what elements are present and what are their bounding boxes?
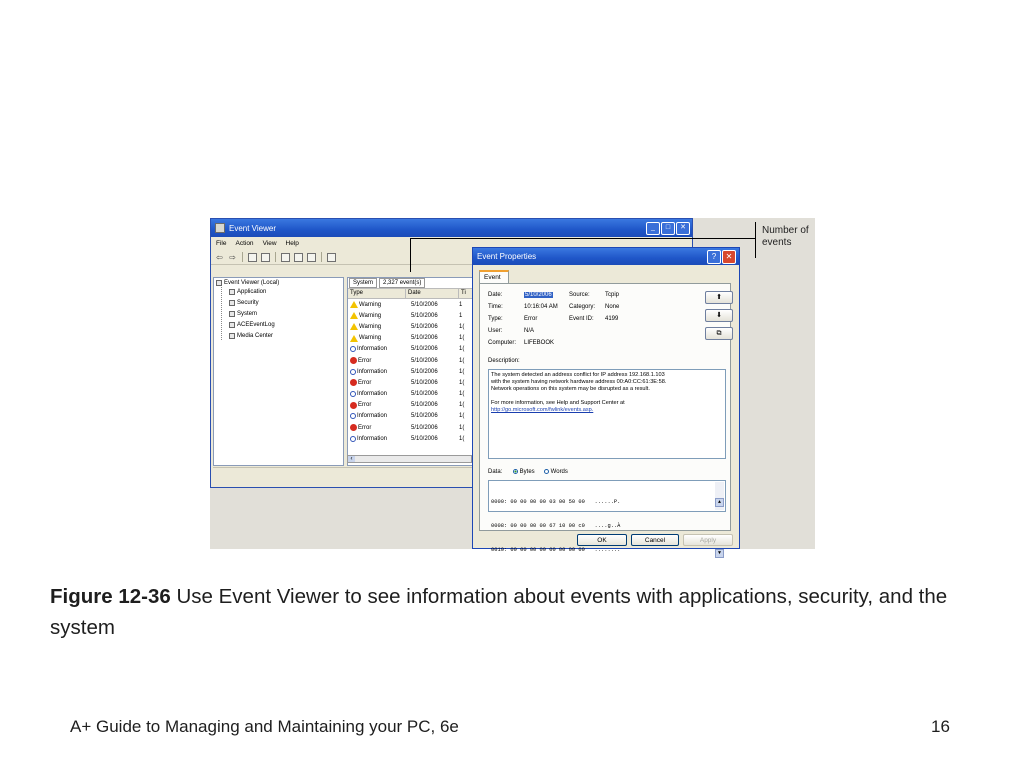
properties-icon[interactable] [281, 253, 290, 262]
ok-button[interactable]: OK [577, 534, 627, 546]
row-type [348, 301, 405, 308]
row-date: 5/10/2006 [411, 424, 438, 431]
copy-icon: ⧉ [716, 330, 722, 337]
row-time: 1( [459, 323, 465, 330]
horizontal-scrollbar[interactable] [347, 455, 472, 463]
toolbar-separator [242, 252, 243, 262]
row-date: 5/10/2006 [411, 379, 438, 386]
warning-icon [350, 323, 358, 330]
warning-icon [350, 335, 358, 342]
bytes-option[interactable] [513, 469, 535, 475]
callout-line-horizontal [410, 238, 755, 239]
row-date: 5/10/2006 [411, 391, 438, 398]
column-date[interactable]: Date [406, 289, 459, 298]
row-time: 1( [459, 435, 465, 442]
row-date: 5/10/2006 [411, 335, 438, 342]
type-value: Error [524, 316, 538, 322]
bytes-label: Bytes [519, 469, 535, 476]
words-option[interactable] [544, 469, 568, 475]
row-type-label: Information [357, 391, 388, 398]
computer-label: Computer: [488, 340, 517, 346]
time-label: Time: [488, 304, 503, 310]
user-value: N/A [524, 328, 535, 334]
caption-text: Use Event Viewer to see information about events with applications, security, and the system [50, 585, 948, 639]
row-date: 5/10/2006 [411, 346, 438, 353]
row-type [348, 424, 405, 431]
figure-caption [50, 581, 990, 643]
computer-value: LIFEBOOK [524, 340, 555, 346]
data-line: 0010: 00 00 00 00 00 00 00 00 ........ [491, 547, 621, 553]
help-icon[interactable] [327, 253, 336, 262]
user-label: User: [488, 328, 503, 334]
tree-root-label: Event Viewer (Local) [224, 280, 280, 286]
data-line: 0000: 00 00 00 00 03 00 50 00 ......P. [491, 499, 621, 505]
row-type [348, 402, 405, 409]
row-date: 5/10/2006 [411, 413, 438, 420]
toolbar-separator [275, 252, 276, 262]
row-type-label: Warning [359, 312, 382, 319]
log-tree [213, 277, 344, 466]
export-list-icon[interactable] [307, 253, 316, 262]
menu-help[interactable]: Help [285, 240, 299, 247]
toolbar-separator [321, 252, 322, 262]
row-type [348, 413, 405, 419]
page-number: 16 [931, 717, 950, 736]
scroll-left-icon[interactable]: ‹ [348, 456, 355, 462]
computer-icon [216, 280, 222, 286]
information-icon [350, 413, 356, 419]
callout-label [762, 225, 809, 249]
menu-view[interactable]: View [262, 240, 277, 247]
row-time: 1( [459, 402, 465, 409]
event-id-value: 4199 [605, 316, 619, 322]
row-date: 5/10/2006 [411, 435, 438, 442]
row-type [348, 436, 405, 442]
forward-arrow-icon[interactable]: ⇨ [229, 252, 236, 262]
minimize-button[interactable]: _ [646, 222, 660, 235]
row-time: 1 [459, 312, 463, 319]
tree-item-security[interactable] [229, 300, 259, 306]
dialog-controls [707, 250, 736, 264]
description-spacer [491, 393, 723, 400]
menu-file[interactable]: File [216, 240, 227, 247]
copy-button[interactable] [705, 327, 733, 340]
refresh-icon[interactable] [294, 253, 303, 262]
callout-bracket [755, 222, 756, 258]
tree-connector [221, 287, 223, 340]
window-controls [646, 222, 690, 235]
row-date: 5/10/2006 [411, 301, 438, 308]
information-icon [350, 391, 356, 397]
row-date: 5/10/2006 [411, 323, 438, 330]
date-label: Date: [488, 292, 503, 298]
dialog-help-button[interactable]: ? [707, 250, 721, 264]
row-date: 5/10/2006 [411, 402, 438, 409]
figure-number: Figure 12-36 [50, 585, 171, 608]
row-type-label: Warning [359, 301, 382, 308]
error-icon [350, 402, 357, 409]
row-time: 1( [459, 368, 465, 375]
row-type-label: Information [357, 413, 388, 420]
source-value: Tcpip [605, 292, 620, 298]
tree-item-application[interactable] [229, 289, 266, 295]
event-count: 2,327 event(s) [379, 278, 425, 288]
tree-item-label: ACEEventLog [237, 322, 275, 328]
row-time: 1( [459, 335, 465, 342]
row-type [348, 323, 405, 330]
row-type [348, 335, 405, 342]
down-arrow-icon: ⬇ [716, 312, 722, 319]
row-date: 5/10/2006 [411, 312, 438, 319]
bytes-radio[interactable] [513, 469, 518, 474]
event-id-label: Event ID: [569, 316, 594, 322]
scroll-track[interactable] [715, 523, 724, 533]
event-properties-dialog [472, 247, 740, 556]
log-icon [229, 289, 235, 295]
maximize-button[interactable]: □ [661, 222, 675, 235]
row-time: 1 [459, 301, 463, 308]
row-time: 1( [459, 357, 465, 364]
category-value: None [605, 304, 620, 310]
source-label: Source: [569, 292, 590, 298]
tree-item-system[interactable] [229, 311, 257, 317]
row-type-label: Error [358, 424, 372, 431]
warning-icon [350, 301, 358, 308]
help-link[interactable]: http://go.microsoft.com/fwlink/events.asp. [491, 407, 594, 413]
words-label: Words [550, 469, 568, 476]
scroll-up-icon[interactable]: ▲ [715, 498, 724, 507]
row-type-label: Information [357, 346, 388, 353]
back-arrow-icon[interactable]: ⇦ [216, 252, 223, 262]
data-label: Data: [488, 469, 503, 475]
error-icon [350, 357, 357, 364]
event-viewer-app-icon [215, 223, 225, 233]
footer-book-title: A+ Guide to Managing and Maintaining your PC, 6e [70, 717, 459, 736]
warning-icon [350, 312, 358, 319]
callout-line-1: Number of [762, 225, 809, 236]
tree-item-label: Application [237, 289, 267, 295]
apply-button[interactable]: Apply [683, 534, 733, 546]
next-event-button[interactable] [705, 309, 733, 322]
information-icon [350, 369, 356, 375]
tree-item-aceeventlog[interactable] [229, 322, 275, 328]
log-icon [229, 333, 235, 339]
row-type [348, 312, 405, 319]
row-time: 1( [459, 346, 465, 353]
previous-event-button[interactable] [705, 291, 733, 304]
callout-line-2: events [762, 237, 792, 248]
row-type-label: Error [358, 357, 372, 364]
close-button[interactable]: ✕ [676, 222, 690, 235]
log-icon [229, 300, 235, 306]
date-value: 5/10/2006 [525, 292, 552, 298]
row-type-label: Warning [359, 335, 382, 342]
event-viewer-titlebar [211, 219, 692, 237]
up-folder-icon[interactable] [248, 253, 257, 262]
row-time: 1( [459, 391, 465, 398]
row-type [348, 357, 405, 364]
tree-item-label: Security [237, 300, 259, 306]
scroll-down-icon[interactable]: ▼ [715, 549, 724, 558]
description-box[interactable] [488, 369, 726, 459]
event-viewer-title: Event Viewer [229, 223, 276, 233]
data-line: 0008: 00 00 00 00 67 10 00 c0 ....g..À [491, 523, 621, 529]
row-time: 1( [459, 413, 465, 420]
tree-item-label: System [237, 311, 258, 317]
description-line: Network operations on this system may be disrupted as a result. [491, 386, 650, 392]
row-date: 5/10/2006 [411, 357, 438, 364]
type-label: Type: [488, 316, 503, 322]
row-type [348, 346, 405, 352]
dialog-close-button[interactable]: ✕ [722, 250, 736, 264]
event-properties-titlebar [473, 248, 739, 265]
menu-action[interactable]: Action [235, 240, 254, 247]
error-icon [350, 379, 357, 386]
up-arrow-icon: ⬆ [716, 294, 722, 301]
row-type [348, 369, 405, 375]
event-properties-title: Event Properties [477, 252, 537, 261]
log-icon [229, 322, 235, 328]
error-icon [350, 424, 357, 431]
log-name: System [349, 278, 377, 288]
callout-line-vertical [410, 238, 411, 272]
show-hide-tree-icon[interactable] [261, 253, 270, 262]
words-radio[interactable] [544, 469, 549, 474]
row-type-label: Error [358, 379, 372, 386]
tree-root[interactable] [216, 280, 279, 286]
row-time: 1( [459, 379, 465, 386]
description-line: The system detected an address conflict for IP address 192.168.1.103 [491, 372, 665, 378]
description-line: with the system having network hardware address 00:A0:CC:61:3E:58. [491, 379, 667, 385]
description-label: Description: [488, 358, 520, 364]
column-time[interactable]: Ti [459, 289, 476, 298]
help-line: For more information, see Help and Support Center at [491, 400, 625, 406]
row-type-label: Error [358, 402, 372, 409]
log-icon [229, 311, 235, 317]
row-type [348, 379, 405, 386]
data-scrollbar[interactable] [715, 482, 724, 556]
information-icon [350, 436, 356, 442]
cancel-button[interactable]: Cancel [631, 534, 679, 546]
row-type-label: Information [357, 435, 388, 442]
column-type[interactable]: Type [348, 289, 406, 298]
tree-item-media-center[interactable] [229, 333, 273, 339]
row-type-label: Warning [359, 323, 382, 330]
tree-item-label: Media Center [237, 333, 274, 339]
row-type-label: Information [357, 368, 388, 375]
row-date: 5/10/2006 [411, 368, 438, 375]
tab-event[interactable]: Event [479, 270, 509, 283]
row-time: 1( [459, 424, 465, 431]
event-viewer-figure [210, 218, 815, 556]
category-label: Category: [569, 304, 596, 310]
row-type [348, 391, 405, 397]
time-value: 10:16:04 AM [524, 304, 558, 310]
information-icon [350, 346, 356, 352]
